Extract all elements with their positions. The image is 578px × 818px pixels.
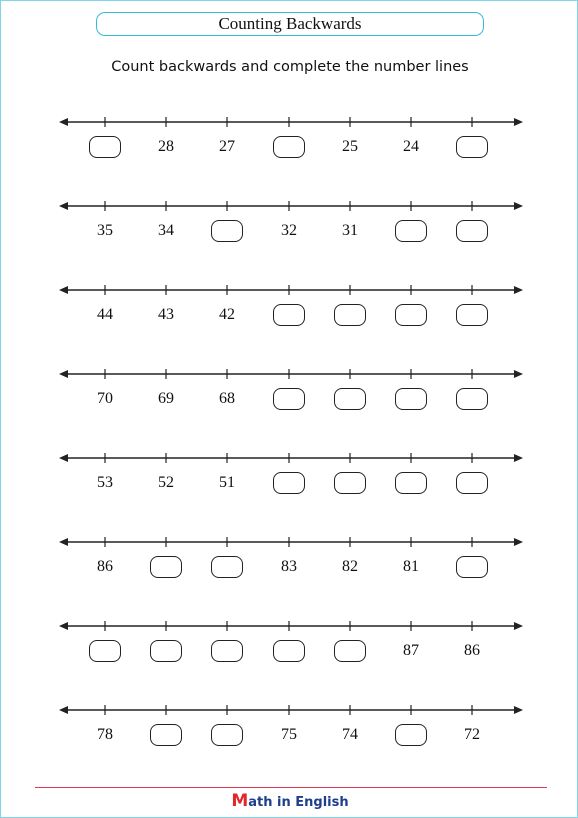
number-line-axis [59, 451, 523, 465]
number-label: 81 [403, 558, 419, 575]
right-arrow-icon [514, 202, 523, 210]
answer-blank[interactable] [395, 724, 427, 746]
brand-text: ath in English [248, 795, 349, 810]
number-label: 27 [219, 138, 235, 155]
number-label: 78 [97, 726, 113, 743]
number-label: 43 [158, 306, 174, 323]
number-line-axis [59, 619, 523, 633]
number-line-row [1, 451, 578, 511]
answer-blank[interactable] [456, 220, 488, 242]
left-arrow-icon [59, 454, 68, 462]
number-line-axis [59, 703, 523, 717]
answer-blank[interactable] [273, 136, 305, 158]
answer-blank[interactable] [334, 472, 366, 494]
number-label: 34 [158, 222, 174, 239]
number-label: 82 [342, 558, 358, 575]
answer-blank[interactable] [456, 388, 488, 410]
number-label: 53 [97, 474, 113, 491]
number-label: 72 [464, 726, 480, 743]
number-label: 69 [158, 390, 174, 407]
answer-blank[interactable] [211, 220, 243, 242]
number-label: 87 [403, 642, 419, 659]
answer-blank[interactable] [150, 724, 182, 746]
answer-blank[interactable] [395, 472, 427, 494]
number-line-axis [59, 115, 523, 129]
answer-blank[interactable] [334, 640, 366, 662]
answer-blank[interactable] [273, 388, 305, 410]
right-arrow-icon [514, 454, 523, 462]
number-line-row [1, 619, 578, 679]
answer-blank[interactable] [150, 556, 182, 578]
answer-blank[interactable] [273, 304, 305, 326]
brand-initial: M [231, 791, 249, 811]
number-label: 32 [281, 222, 297, 239]
answer-blank[interactable] [395, 220, 427, 242]
left-arrow-icon [59, 622, 68, 630]
left-arrow-icon [59, 286, 68, 294]
footer-divider [35, 787, 547, 788]
number-line-row [1, 535, 578, 595]
number-line-row [1, 283, 578, 343]
number-label: 44 [97, 306, 113, 323]
number-line-axis [59, 535, 523, 549]
brand-logo [1, 791, 578, 811]
number-label: 75 [281, 726, 297, 743]
number-line-axis [59, 199, 523, 213]
right-arrow-icon [514, 706, 523, 714]
right-arrow-icon [514, 538, 523, 546]
answer-blank[interactable] [334, 304, 366, 326]
number-label: 83 [281, 558, 297, 575]
answer-blank[interactable] [273, 640, 305, 662]
number-label: 42 [219, 306, 235, 323]
answer-blank[interactable] [395, 304, 427, 326]
number-label: 52 [158, 474, 174, 491]
answer-blank[interactable] [273, 472, 305, 494]
number-line-row [1, 367, 578, 427]
left-arrow-icon [59, 706, 68, 714]
left-arrow-icon [59, 370, 68, 378]
worksheet-title: Counting Backwards [96, 12, 484, 36]
number-line-row [1, 703, 578, 763]
right-arrow-icon [514, 286, 523, 294]
left-arrow-icon [59, 118, 68, 126]
number-line-axis [59, 367, 523, 381]
number-label: 51 [219, 474, 235, 491]
left-arrow-icon [59, 538, 68, 546]
number-label: 86 [97, 558, 113, 575]
answer-blank[interactable] [334, 388, 366, 410]
left-arrow-icon [59, 202, 68, 210]
right-arrow-icon [514, 118, 523, 126]
number-label: 70 [97, 390, 113, 407]
instructions-text: Count backwards and complete the number lines [111, 59, 469, 75]
number-label: 86 [464, 642, 480, 659]
right-arrow-icon [514, 370, 523, 378]
answer-blank[interactable] [395, 388, 427, 410]
number-label: 28 [158, 138, 174, 155]
number-line-axis [59, 283, 523, 297]
number-label: 31 [342, 222, 358, 239]
number-line-row [1, 115, 578, 175]
number-label: 68 [219, 390, 235, 407]
answer-blank[interactable] [456, 556, 488, 578]
answer-blank[interactable] [211, 640, 243, 662]
number-line-row [1, 199, 578, 259]
answer-blank[interactable] [456, 136, 488, 158]
number-label: 74 [342, 726, 358, 743]
answer-blank[interactable] [150, 640, 182, 662]
answer-blank[interactable] [211, 724, 243, 746]
number-label: 24 [403, 138, 419, 155]
answer-blank[interactable] [89, 640, 121, 662]
answer-blank[interactable] [211, 556, 243, 578]
answer-blank[interactable] [89, 136, 121, 158]
answer-blank[interactable] [456, 472, 488, 494]
right-arrow-icon [514, 622, 523, 630]
number-label: 25 [342, 138, 358, 155]
answer-blank[interactable] [456, 304, 488, 326]
number-label: 35 [97, 222, 113, 239]
